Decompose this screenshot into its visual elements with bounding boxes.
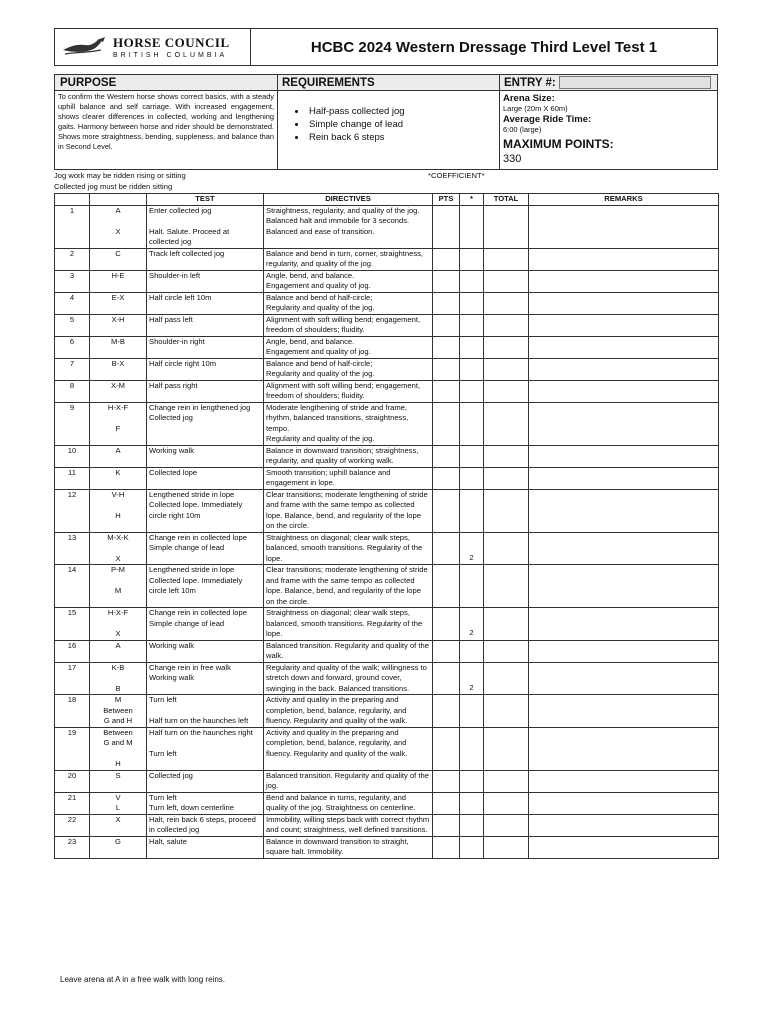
total-cell[interactable] (484, 314, 529, 336)
movement-number-cell: 22 (55, 814, 90, 836)
total-cell[interactable] (484, 565, 529, 608)
table-row (55, 662, 719, 695)
movement-number-cell: 17 (55, 662, 90, 695)
coefficient-cell (460, 336, 484, 358)
remarks-cell[interactable] (529, 608, 719, 641)
ride-time-value: 6:00 (large) (503, 125, 542, 134)
entry-number-field[interactable] (559, 76, 711, 89)
directives-cell: Straightness on diagonal; clear walk steps, balanced, smooth transitions. Regularity of the lope. (264, 532, 433, 565)
movement-number-cell: 16 (55, 640, 90, 662)
movement-number-cell: 6 (55, 336, 90, 358)
letter-cell: X-M (90, 380, 147, 402)
movement-number-cell: 12 (55, 489, 90, 532)
letter-cell: G (90, 836, 147, 858)
divider (277, 75, 278, 169)
final-instruction: Leave arena at A in a free walk with long reins. (60, 975, 225, 984)
movement-number-cell: 23 (55, 836, 90, 858)
remarks-cell[interactable] (529, 205, 719, 248)
test-cell: Half circle right 10m (147, 358, 264, 380)
directives-cell: Straightness on diagonal; clear walk steps, balanced, smooth transitions. Regularity of the lope. (264, 608, 433, 641)
table-row (55, 467, 719, 489)
movement-number-cell: 7 (55, 358, 90, 380)
letter-cell: M-B (90, 336, 147, 358)
movement-number-cell: 5 (55, 314, 90, 336)
total-cell[interactable] (484, 727, 529, 770)
remarks-cell[interactable] (529, 532, 719, 565)
directives-cell: Balance and bend in turn, corner, straightness, regularity, and quality of the jog. (264, 248, 433, 270)
total-cell[interactable] (484, 292, 529, 314)
movement-number-cell: 9 (55, 402, 90, 445)
letter-cell: V L (90, 792, 147, 814)
test-cell: Change rein in lengthened jog Collected jog (147, 402, 264, 445)
movement-number-cell: 11 (55, 467, 90, 489)
letter-cell: K (90, 467, 147, 489)
table-row (55, 727, 719, 770)
remarks-cell[interactable] (529, 489, 719, 532)
table-row (55, 205, 719, 248)
test-cell: Half pass right (147, 380, 264, 402)
letter-cell: M Between G and H (90, 695, 147, 728)
remarks-cell[interactable] (529, 836, 719, 858)
directives-cell: Clear transitions; moderate lengthening of stride and frame with the same tempo as collected lope. Balance, bend, and regularity of the lope on the circle. (264, 489, 433, 532)
test-cell: Working walk (147, 640, 264, 662)
header (54, 28, 718, 66)
coefficient-cell (460, 445, 484, 467)
remarks-cell[interactable] (529, 695, 719, 728)
remarks-cell[interactable] (529, 402, 719, 445)
coefficient-cell (460, 770, 484, 792)
total-cell[interactable] (484, 380, 529, 402)
letter-cell: A (90, 445, 147, 467)
column-header (90, 194, 147, 206)
remarks-cell[interactable] (529, 640, 719, 662)
table-row (55, 640, 719, 662)
jog-note: Jog work may be ridden rising or sitting (54, 171, 186, 180)
directives-cell: Activity and quality in the preparing and completion, bend, balance, regularity, and fluency. Regularity and quality of the walk. (264, 695, 433, 728)
total-cell[interactable] (484, 792, 529, 814)
total-cell[interactable] (484, 770, 529, 792)
movement-number-cell: 15 (55, 608, 90, 641)
points-cell[interactable] (433, 532, 460, 565)
total-cell[interactable] (484, 836, 529, 858)
coefficient-cell (460, 640, 484, 662)
points-cell[interactable] (433, 836, 460, 858)
logo-title: HORSE COUNCIL (113, 34, 230, 50)
directives-cell: Immobility, willing steps back with correct rhythm and count; straightness, well defined transitions. (264, 814, 433, 836)
table-row (55, 814, 719, 836)
coefficient-cell: 2 (460, 532, 484, 565)
letter-cell: K-B B (90, 662, 147, 695)
directives-cell: Straightness, regularity, and quality of the jog. Balanced halt and immobile for 3 seconds. Balanced and ease of transition. (264, 205, 433, 248)
coefficient-cell (460, 836, 484, 858)
logo-subtitle: BRITISH COLUMBIA (113, 51, 228, 59)
directives-cell: Balance and bend of half-circle; Regularity and quality of the jog. (264, 292, 433, 314)
column-header: DIRECTIVES (264, 194, 433, 206)
table-row (55, 489, 719, 532)
coefficient-cell (460, 314, 484, 336)
coefficient-cell (460, 814, 484, 836)
total-cell[interactable] (484, 445, 529, 467)
points-cell[interactable] (433, 565, 460, 608)
points-cell[interactable] (433, 467, 460, 489)
letter-cell: H-X-F F (90, 402, 147, 445)
movement-number-cell: 21 (55, 792, 90, 814)
table-row (55, 532, 719, 565)
movement-number-cell: 13 (55, 532, 90, 565)
purpose-heading: PURPOSE (60, 77, 117, 89)
remarks-cell[interactable] (529, 336, 719, 358)
directives-cell: Balance in downward transition to straight, square halt. Immobility. (264, 836, 433, 858)
table-row (55, 292, 719, 314)
movement-number-cell: 1 (55, 205, 90, 248)
score-table (54, 193, 719, 859)
remarks-cell[interactable] (529, 248, 719, 270)
coefficient-cell (460, 467, 484, 489)
coefficient-cell (460, 727, 484, 770)
table-row (55, 565, 719, 608)
letter-cell: Between G and M H (90, 727, 147, 770)
table-row (55, 248, 719, 270)
entry-heading: ENTRY #: (504, 77, 556, 89)
total-cell[interactable] (484, 695, 529, 728)
movement-number-cell: 2 (55, 248, 90, 270)
table-row (55, 358, 719, 380)
movement-number-cell: 20 (55, 770, 90, 792)
directives-cell: Angle, bend, and balance. Engagement and quality of jog. (264, 336, 433, 358)
table-row (55, 695, 719, 728)
horse-logo-icon (61, 34, 109, 60)
test-cell: Turn left Turn left, down centerline (147, 792, 264, 814)
table-row (55, 608, 719, 641)
letter-cell: X (90, 814, 147, 836)
directives-cell: Alignment with soft willing bend; engagement, freedom of shoulders; fluidity. (264, 380, 433, 402)
coefficient-cell (460, 792, 484, 814)
total-cell[interactable] (484, 662, 529, 695)
points-cell[interactable] (433, 270, 460, 292)
entry-details (503, 93, 713, 165)
directives-cell: Bend and balance in turns, regularity, and quality of the jog. Straightness on centerline. (264, 792, 433, 814)
directives-cell: Clear transitions; moderate lengthening of stride and frame with the same tempo as collected lope. Balance, bend, and regularity of the lope on the circle. (264, 565, 433, 608)
letter-cell: B-X (90, 358, 147, 380)
remarks-cell[interactable] (529, 792, 719, 814)
requirements-list (289, 105, 405, 144)
coefficient-cell (460, 695, 484, 728)
remarks-cell[interactable] (529, 292, 719, 314)
max-points-label: MAXIMUM POINTS: (503, 137, 614, 151)
points-cell[interactable] (433, 314, 460, 336)
arena-size-label: Arena Size: (503, 93, 555, 104)
total-cell[interactable] (484, 358, 529, 380)
column-header: REMARKS (529, 194, 719, 206)
letter-cell: S (90, 770, 147, 792)
column-header (55, 194, 90, 206)
directives-cell: Activity and quality in the preparing and completion, bend, balance, regularity, and fluency. Regularity and quality of the walk. (264, 727, 433, 770)
points-cell[interactable] (433, 292, 460, 314)
coefficient-cell (460, 358, 484, 380)
directives-cell: Moderate lengthening of stride and frame, rhythm, balanced transitions, straightness, tempo. Regularity and quality of the jog. (264, 402, 433, 445)
test-cell: Half circle left 10m (147, 292, 264, 314)
directives-cell: Balance in downward transition; straightness, regularity, and quality of working walk. (264, 445, 433, 467)
test-cell: Half turn on the haunches right Turn left (147, 727, 264, 770)
test-cell: Change rein in collected lope Simple change of lead (147, 532, 264, 565)
total-cell[interactable] (484, 489, 529, 532)
directives-cell: Angle, bend, and balance. Engagement and quality of jog. (264, 270, 433, 292)
coefficient-note: *COEFFICIENT* (428, 171, 485, 180)
arena-size-value: Large (20m X 60m) (503, 104, 568, 113)
remarks-cell[interactable] (529, 662, 719, 695)
logo (55, 29, 251, 65)
letter-cell: V-H H (90, 489, 147, 532)
points-cell[interactable] (433, 608, 460, 641)
letter-cell: H-E (90, 270, 147, 292)
test-cell: Collected jog (147, 770, 264, 792)
movement-number-cell: 8 (55, 380, 90, 402)
test-cell: Lengthened stride in lope Collected lope. Immediately circle right 10m (147, 489, 264, 532)
purpose-text: To confirm the Western horse shows correct basics, with a steady uphill balance and self carriage. With increased engagement, shows clearer differences in collected, working and lengthening gaits. Harmony between horse and rider should be demonstrated. Shows more straightness, bending, suppleness, and balance than in Second Level. (58, 92, 274, 151)
test-cell: Change rein in collected lope Simple change of lead (147, 608, 264, 641)
coefficient-cell (460, 565, 484, 608)
points-cell[interactable] (433, 640, 460, 662)
remarks-cell[interactable] (529, 727, 719, 770)
test-cell: Enter collected jog Halt. Salute. Proceed at collected jog (147, 205, 264, 248)
points-cell[interactable] (433, 358, 460, 380)
page-title: HCBC 2024 Western Dressage Third Level Test 1 (310, 38, 658, 56)
test-cell: Change rein in free walk Working walk (147, 662, 264, 695)
column-header: TEST (147, 194, 264, 206)
points-cell[interactable] (433, 662, 460, 695)
remarks-cell[interactable] (529, 380, 719, 402)
points-cell[interactable] (433, 336, 460, 358)
movement-number-cell: 10 (55, 445, 90, 467)
test-cell: Shoulder-in left (147, 270, 264, 292)
table-row (55, 402, 719, 445)
coefficient-cell (460, 380, 484, 402)
test-cell: Shoulder-in right (147, 336, 264, 358)
total-cell[interactable] (484, 640, 529, 662)
column-header: TOTAL (484, 194, 529, 206)
letter-cell: X-H (90, 314, 147, 336)
total-cell[interactable] (484, 608, 529, 641)
remarks-cell[interactable] (529, 467, 719, 489)
requirement-item: • Simple change of lead (307, 118, 405, 131)
movement-number-cell: 3 (55, 270, 90, 292)
total-cell[interactable] (484, 532, 529, 565)
points-cell[interactable] (433, 727, 460, 770)
total-cell[interactable] (484, 402, 529, 445)
column-header: * (460, 194, 484, 206)
letter-cell: E-X (90, 292, 147, 314)
test-cell: Half pass left (147, 314, 264, 336)
remarks-cell[interactable] (529, 445, 719, 467)
column-header: PTS (433, 194, 460, 206)
total-cell[interactable] (484, 248, 529, 270)
test-cell: Lengthened stride in lope Collected lope. Immediately circle left 10m (147, 565, 264, 608)
coefficient-cell (460, 402, 484, 445)
points-cell[interactable] (433, 248, 460, 270)
directives-cell: Balanced transition. Regularity and quality of the jog. (264, 770, 433, 792)
test-cell: Working walk (147, 445, 264, 467)
directives-cell: Balanced transition. Regularity and quality of the walk. (264, 640, 433, 662)
total-cell[interactable] (484, 467, 529, 489)
ride-time-label: Average Ride Time: (503, 114, 592, 125)
table-body (55, 205, 719, 858)
letter-cell: H-X-F X (90, 608, 147, 641)
letter-cell: P-M M (90, 565, 147, 608)
letter-cell: A X (90, 205, 147, 248)
test-cell: Halt, salute (147, 836, 264, 858)
test-cell: Turn left Half turn on the haunches left (147, 695, 264, 728)
table-row (55, 770, 719, 792)
points-cell[interactable] (433, 770, 460, 792)
table-row (55, 445, 719, 467)
points-cell[interactable] (433, 814, 460, 836)
total-cell[interactable] (484, 205, 529, 248)
points-cell[interactable] (433, 402, 460, 445)
table-row (55, 836, 719, 858)
requirement-item: • Half-pass collected jog (307, 105, 405, 118)
directives-cell: Smooth transition; uphill balance and engagement in lope. (264, 467, 433, 489)
points-cell[interactable] (433, 205, 460, 248)
letter-cell: M-X-K X (90, 532, 147, 565)
remarks-cell[interactable] (529, 814, 719, 836)
coefficient-cell (460, 270, 484, 292)
points-cell[interactable] (433, 489, 460, 532)
total-cell[interactable] (484, 336, 529, 358)
movement-number-cell: 4 (55, 292, 90, 314)
requirement-item: • Rein back 6 steps (307, 131, 405, 144)
directives-cell: Regularity and quality of the walk; willingness to stretch down and forward, ground cover, swinging in the back. Balanced transitions. (264, 662, 433, 695)
coefficient-cell: 2 (460, 608, 484, 641)
letter-cell: C (90, 248, 147, 270)
remarks-cell[interactable] (529, 270, 719, 292)
points-cell[interactable] (433, 695, 460, 728)
points-cell[interactable] (433, 792, 460, 814)
remarks-cell[interactable] (529, 358, 719, 380)
test-cell: Collected lope (147, 467, 264, 489)
total-cell[interactable] (484, 814, 529, 836)
info-block (54, 74, 718, 170)
remarks-cell[interactable] (529, 770, 719, 792)
collected-jog-note: Collected jog must be ridden sitting (54, 182, 173, 191)
table-row (55, 270, 719, 292)
test-cell: Halt, rein back 6 steps, proceed in collected jog (147, 814, 264, 836)
coefficient-cell (460, 248, 484, 270)
table-header-row (55, 194, 719, 206)
directives-cell: Alignment with soft willing bend; engagement, freedom of shoulders; fluidity. (264, 314, 433, 336)
coefficient-cell: 2 (460, 662, 484, 695)
movement-number-cell: 14 (55, 565, 90, 608)
coefficient-cell (460, 489, 484, 532)
remarks-cell[interactable] (529, 565, 719, 608)
max-points-value: 330 (503, 153, 522, 165)
total-cell[interactable] (484, 270, 529, 292)
table-row (55, 792, 719, 814)
table-row (55, 336, 719, 358)
requirements-heading: REQUIREMENTS (282, 77, 375, 89)
coefficient-cell (460, 205, 484, 248)
points-cell[interactable] (433, 380, 460, 402)
divider (499, 75, 500, 169)
points-cell[interactable] (433, 445, 460, 467)
test-cell: Track left collected jog (147, 248, 264, 270)
table-row (55, 380, 719, 402)
table-row (55, 314, 719, 336)
letter-cell: A (90, 640, 147, 662)
remarks-cell[interactable] (529, 314, 719, 336)
coefficient-cell (460, 292, 484, 314)
movement-number-cell: 19 (55, 727, 90, 770)
movement-number-cell: 18 (55, 695, 90, 728)
directives-cell: Balance and bend of half-circle; Regularity and quality of the jog. (264, 358, 433, 380)
